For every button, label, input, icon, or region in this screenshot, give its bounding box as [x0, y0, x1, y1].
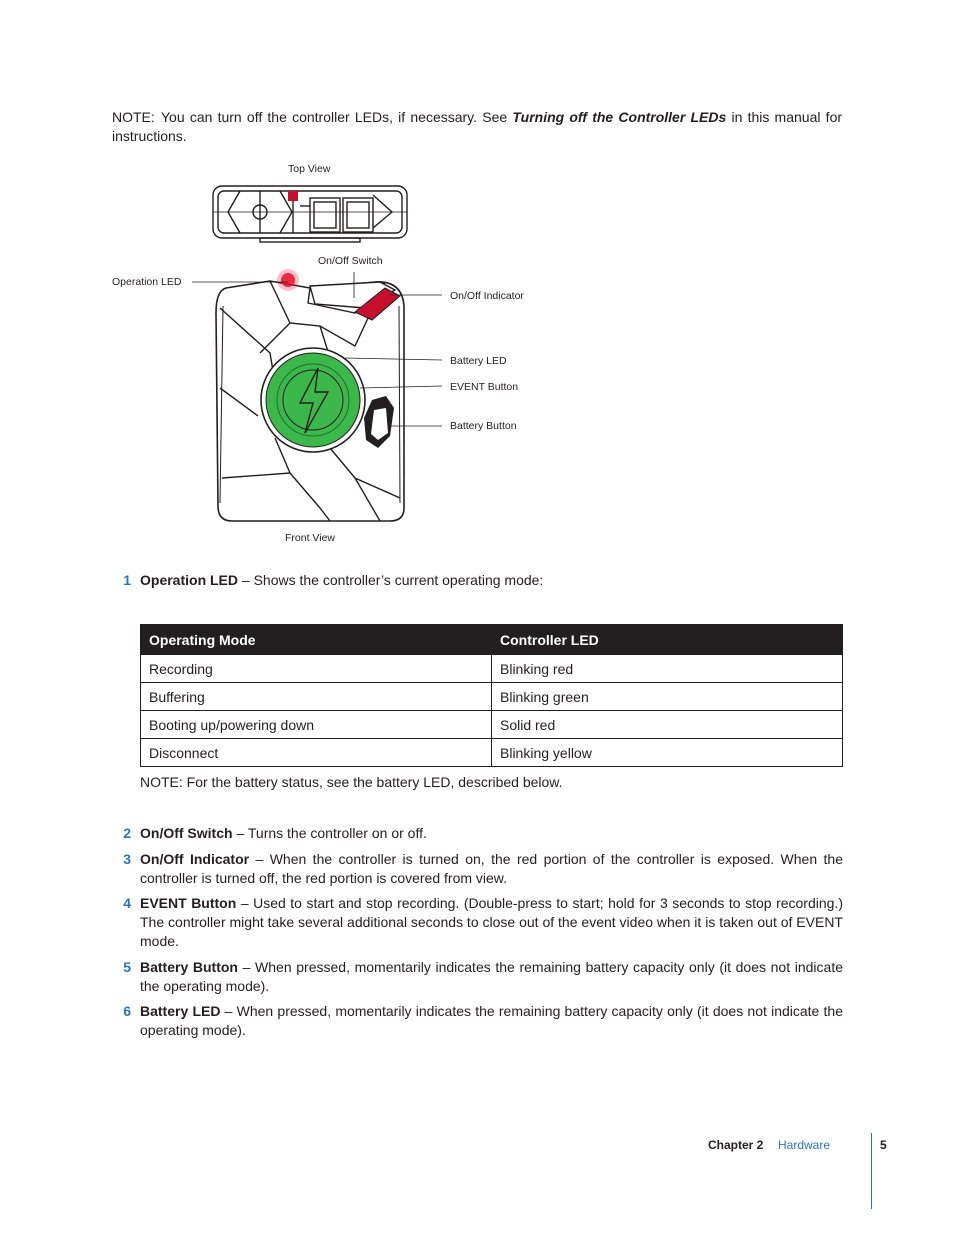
- note-text-after: in this manual for instructions.: [112, 109, 843, 144]
- note-battery-status: NOTE: For the battery status, see the battery LED, described below.: [140, 774, 563, 790]
- operation-led-callout: Operation LED: [112, 276, 182, 288]
- table-row: [141, 655, 843, 683]
- table-row: [141, 711, 843, 739]
- list-item-on-off-indicator: [123, 850, 843, 888]
- table-cell: Recording: [141, 655, 492, 683]
- table-row: [141, 739, 843, 767]
- on-off-indicator-callout: On/Off Indicator: [450, 290, 524, 302]
- item-text: – When pressed, momentarily indicates the remaining battery capacity only (it does not indicate the operating mode).: [140, 1003, 843, 1038]
- item-term: Operation LED: [140, 572, 239, 588]
- item-text: – Turns the controller on or off.: [232, 825, 427, 841]
- controller-top-view: [213, 186, 407, 242]
- front-view-label: Front View: [285, 532, 335, 544]
- on-off-switch-callout: On/Off Switch: [318, 255, 383, 267]
- list-item-operation-led: [123, 571, 843, 590]
- operating-mode-table: [140, 624, 843, 767]
- table-cell: Blinking red: [492, 655, 843, 683]
- footer-chapter: Chapter 2: [708, 1138, 764, 1152]
- battery-led-callout: Battery LED: [450, 355, 507, 367]
- item-term: On/Off Indicator: [140, 851, 250, 867]
- item-number: 2: [123, 825, 131, 841]
- table-cell: Buffering: [141, 683, 492, 711]
- footer-divider: [871, 1133, 872, 1209]
- column-header-controller-led: Controller LED: [492, 625, 843, 655]
- turning-off-leds-reference[interactable]: Turning off the Controller LEDs: [512, 109, 727, 125]
- item-text: – When pressed, momentarily indicates the remaining battery capacity only (it does not indicate the operating mode).: [140, 959, 843, 994]
- item-number: 1: [123, 572, 131, 588]
- list-item-event-button: [123, 894, 843, 951]
- item-term: EVENT Button: [140, 895, 237, 911]
- battery-button-callout: Battery Button: [450, 420, 517, 432]
- page-number: 5: [880, 1138, 887, 1152]
- item-text: – Shows the controller’s current operating mode:: [238, 572, 544, 588]
- table-header-row: [141, 625, 843, 655]
- table-cell: Disconnect: [141, 739, 492, 767]
- item-number: 6: [123, 1003, 131, 1019]
- column-header-operating-mode: Operating Mode: [141, 625, 492, 655]
- event-button-callout: EVENT Button: [450, 381, 519, 393]
- list-item-battery-button: [123, 958, 843, 996]
- item-number: 4: [123, 895, 131, 911]
- item-text: – When the controller is turned on, the red portion of the controller is exposed. When the controller is turned off, the red portion is covered from view.: [140, 851, 843, 886]
- item-term: Battery Button: [140, 959, 238, 975]
- table-cell: Solid red: [492, 711, 843, 739]
- table-row: [141, 683, 843, 711]
- item-number: 3: [123, 851, 131, 867]
- footer-section-link[interactable]: Hardware: [778, 1138, 831, 1152]
- controller-illustration: [180, 178, 540, 523]
- list-item-on-off-switch: [123, 824, 843, 843]
- list-item-battery-led: [123, 1002, 843, 1040]
- note-turning-off-leds: [112, 108, 842, 146]
- table-cell: Blinking yellow: [492, 739, 843, 767]
- controller-front-view: [216, 269, 404, 521]
- item-term: Battery LED: [140, 1003, 221, 1019]
- top-view-label: Top View: [288, 163, 331, 175]
- table-cell: Blinking green: [492, 683, 843, 711]
- note-label: NOTE:: [112, 109, 155, 125]
- item-number: 5: [123, 959, 131, 975]
- item-term: On/Off Switch: [140, 825, 233, 841]
- table-cell: Booting up/powering down: [141, 711, 492, 739]
- note-text-before: You can turn off the controller LEDs, if necessary. See: [161, 109, 508, 125]
- item-text: – Used to start and stop recording. (Double-press to start; hold for 3 seconds to stop recording.) The controller might take several additional seconds to close out of the event video when it is taken out of EVENT mode.: [140, 895, 843, 949]
